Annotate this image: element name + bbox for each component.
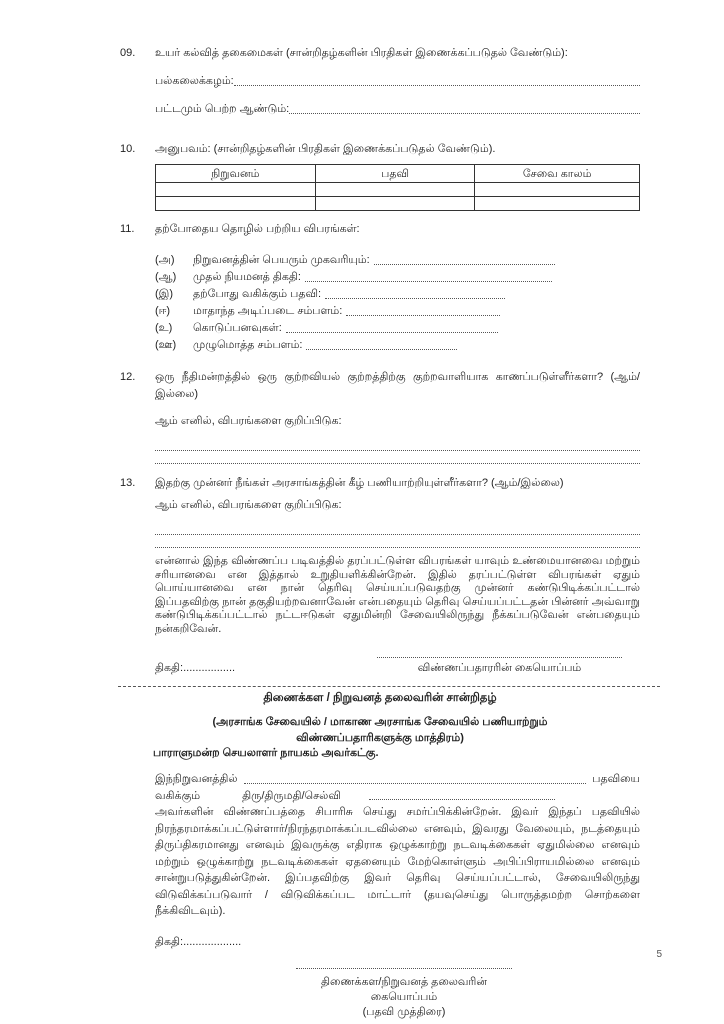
post-word: பதவியை (592, 773, 640, 785)
table-header-service-period: சேவை காலம் (475, 165, 640, 183)
table-cell-empty (315, 183, 475, 197)
subitem-label: கொடுப்பனவுகள்: (193, 322, 282, 334)
applicant-signature-line (377, 647, 622, 658)
subitem-marker: (அ) (155, 254, 175, 266)
subitem-label: முழுமொத்த சம்பளம்: (193, 339, 303, 351)
blank-line (346, 303, 500, 316)
subitem-current-post (155, 286, 640, 303)
table-cell-empty (475, 183, 640, 197)
item-12 (120, 369, 640, 403)
blank-line (305, 269, 552, 282)
page-number: 5 (656, 949, 662, 960)
item-10 (120, 141, 640, 158)
subitem-total-salary (155, 337, 640, 354)
item-13-number: 13. (120, 477, 136, 489)
degree-year-field-label: பட்டமும் பெற்ற ஆண்டும்: (155, 103, 290, 115)
subitem-label: மாதாந்த அடிப்படை சம்பளம்: (193, 305, 343, 317)
salutation-label: திரு/திருமதி/செல்வி (242, 789, 341, 802)
applicant-declaration: என்னால் இந்த விண்ணப்ப படிவத்தில் தரப்பட்டுள்ள விபரங்கள் யாவும் உண்மையானவை மற்றும் சரியானவை என இத்தால் உறுதியளிக்கின்றேன். இதில் தரப்பட்டுள்ள விபரங்கள் ஏதும் பொய்யானவை என நான் தெரிவு செய்யப்படுவதற்கு முன்னர் கண்டுபிடிக்கப்பட்டால் இப்பதவிற்கு நான் தகுதியற்றவனாவேன் என்பதையும் தெரிவு செய்யப்பட்டதன் பின்னர் அவ்வாறு கண்டுபிடிக்கப்பட்டால் நட்டஈடுகள் ஏதுமின்றி சேவையிலிருந்து நீக்கப்படுவேன் என்பதையும் நன்கறிவேன். (155, 555, 640, 635)
institution-blank-line (244, 771, 587, 784)
certificate-body-line1 (155, 771, 640, 788)
table-row (156, 197, 640, 211)
applicant-signature-label: விண்ணப்பதாரரின் கையொப்பம் (417, 662, 582, 674)
table-cell-empty (156, 183, 316, 197)
head-signature-block (288, 960, 520, 1019)
applicant-signature-row (120, 660, 640, 677)
if-yes-prompt: ஆம் எனில், விபரங்களை குறிப்பிடுக: (155, 415, 342, 427)
item-09-field-university (120, 62, 640, 90)
blank-line (286, 320, 498, 333)
item-09-number: 09. (120, 47, 136, 59)
applicant-date-label: திகதி:................. (155, 662, 236, 674)
blank-line (155, 451, 640, 464)
certificate-body-text: அவர்களின் விண்ணப்பத்தை சிபாரிசு செய்து சமர்ப்பிக்கின்றேன். இவர் இந்தப் பதவியில் நிரந்தரமாக்கப்பட்டுள்ளார்/நிரந்தரமாக்கப்படவில்லை எனவும், இவரது வேலையும், நடத்தையும் திருப்திகரமானது எனவும் இவருக்கு எதிராக ஒழுக்காற்று நடவடிக்கைகள் ஏதுமில்லை எனவும் மற்றும் ஒழுக்காற்று நடவடிக்கைகள் ஏதனையும் மேற்கொள்ளும் அபிப்பிராயமில்லை எனவும் சான்றுபடுத்துகின்றேன். இப்பதவிற்கு இவர் தெரிவு செய்யப்பட்டால், சேவையிலிருந்து விடுவிக்கப்படுவார் / விடுவிக்கப்பட மாட்டார் (தயவுசெய்து பொருத்தமற்ற சொற்களை நீக்கிவிடவும்). (155, 806, 640, 917)
blank-line (155, 438, 640, 451)
table-header-designation: பதவி (315, 165, 475, 183)
certificate-body (155, 771, 640, 920)
experience-table (155, 164, 640, 211)
subitem-marker: (இ) (155, 288, 174, 300)
subitem-marker: (ஈ) (155, 305, 171, 317)
item-10-number: 10. (120, 143, 136, 155)
certificate-subtitle-line2: விண்ணப்பதாரிகளுக்கு மாத்திரம்) (296, 732, 464, 744)
table-cell-empty (156, 197, 316, 211)
blank-line (325, 286, 505, 299)
subitem-institution-name-address (155, 252, 640, 269)
blank-line (306, 337, 457, 350)
table-row (156, 183, 640, 197)
blank-line (155, 535, 640, 548)
certificate-date-label: திகதி:................... (155, 935, 242, 948)
subitem-marker: (ஊ) (155, 339, 177, 351)
table-cell-empty (315, 197, 475, 211)
certificate-addressee: பாராளுமன்ற செயலாளர் நாயகம் அவர்கட்கு. (153, 747, 379, 759)
certificate-title: திணைக்கள / நிறுவனத் தலைவரின் சான்றிதழ் (263, 692, 497, 704)
subitem-label: தற்போது வகிக்கும் பதவி: (193, 288, 322, 300)
name-blank-line (369, 788, 555, 801)
head-signature-line (296, 960, 512, 969)
item-11-subitems (120, 252, 640, 354)
official-seal-label: (பதவி முத்திரை) (362, 1005, 446, 1018)
item-12-label: ஒரு நீதிமன்றத்தில் ஒரு குற்றவியல் குற்றத்திற்கு குற்றவாளியாக காணப்படுள்ளீர்களா? (ஆம்/இல்லை) (155, 371, 640, 400)
subitem-marker: (உ) (155, 322, 173, 334)
degree-year-blank-line (289, 101, 640, 114)
table-header-row (156, 165, 640, 183)
item-12-number: 12. (120, 371, 136, 383)
certificate-subtitle-line1: (அரசாங்க சேவையில் / மாகாண அரசாங்க சேவையில் பணியாற்றும் (212, 716, 548, 728)
head-signature-label: திணைக்கள/நிறுவனத் தலைவரின் கையொப்பம் (320, 975, 487, 1003)
holds-word: வகிக்கும் (155, 789, 201, 802)
table-cell-empty (475, 197, 640, 211)
blank-line (155, 522, 640, 535)
applicant-signature-line-row (120, 647, 640, 658)
experience-table-wrap (120, 158, 640, 211)
item-09-field-degree-year (120, 90, 640, 118)
item-10-label: அனுபவம்: (சான்றிதழ்களின் பிரதிகள் இணைக்கப்படுதல் வேண்டும்). (155, 143, 496, 155)
subitem-marker: (ஆ) (155, 271, 177, 283)
subitem-monthly-basic-salary (155, 303, 640, 320)
subitem-label: முதல் நியமனத் திகதி: (193, 271, 301, 283)
item-12-prompt-row (120, 403, 640, 464)
section-divider (118, 686, 660, 687)
table-header-institution: நிறுவனம் (156, 165, 316, 183)
institution-label: இந்நிறுவனத்தில் (155, 773, 238, 785)
university-field-label: பல்கலைக்கழம்: (155, 75, 234, 87)
item-11-label: தற்போதைய தொழில் பற்றிய விபரங்கள்: (155, 223, 360, 235)
item-13 (120, 475, 640, 492)
item-09 (120, 45, 640, 62)
university-blank-line (234, 73, 640, 86)
item-13-label: இதற்கு முன்னர் நீங்கள் அரசாங்கத்தின் கீழ் பணியாற்றியுள்ளீர்களா? (ஆம்/இல்லை) (155, 477, 564, 489)
subitem-first-appointment-date (155, 269, 640, 286)
item-09-label: உயர் கல்வித் தகைமைகள் (சான்றிதழ்களின் பிரதிகள் இணைக்கப்படுதல் வேண்டும்): (155, 47, 568, 59)
certificate-body-line2 (155, 788, 640, 805)
item-13-prompt-row (120, 492, 640, 548)
blank-line (374, 252, 555, 265)
item-11 (120, 221, 640, 238)
subitem-label: நிறுவனத்தின் பெயரும் முகவரியும்: (193, 254, 370, 266)
if-yes-prompt: ஆம் எனில், விபரங்களை குறிப்பிடுக: (155, 499, 342, 511)
item-11-number: 11. (120, 223, 135, 235)
subitem-allowances (155, 320, 640, 337)
